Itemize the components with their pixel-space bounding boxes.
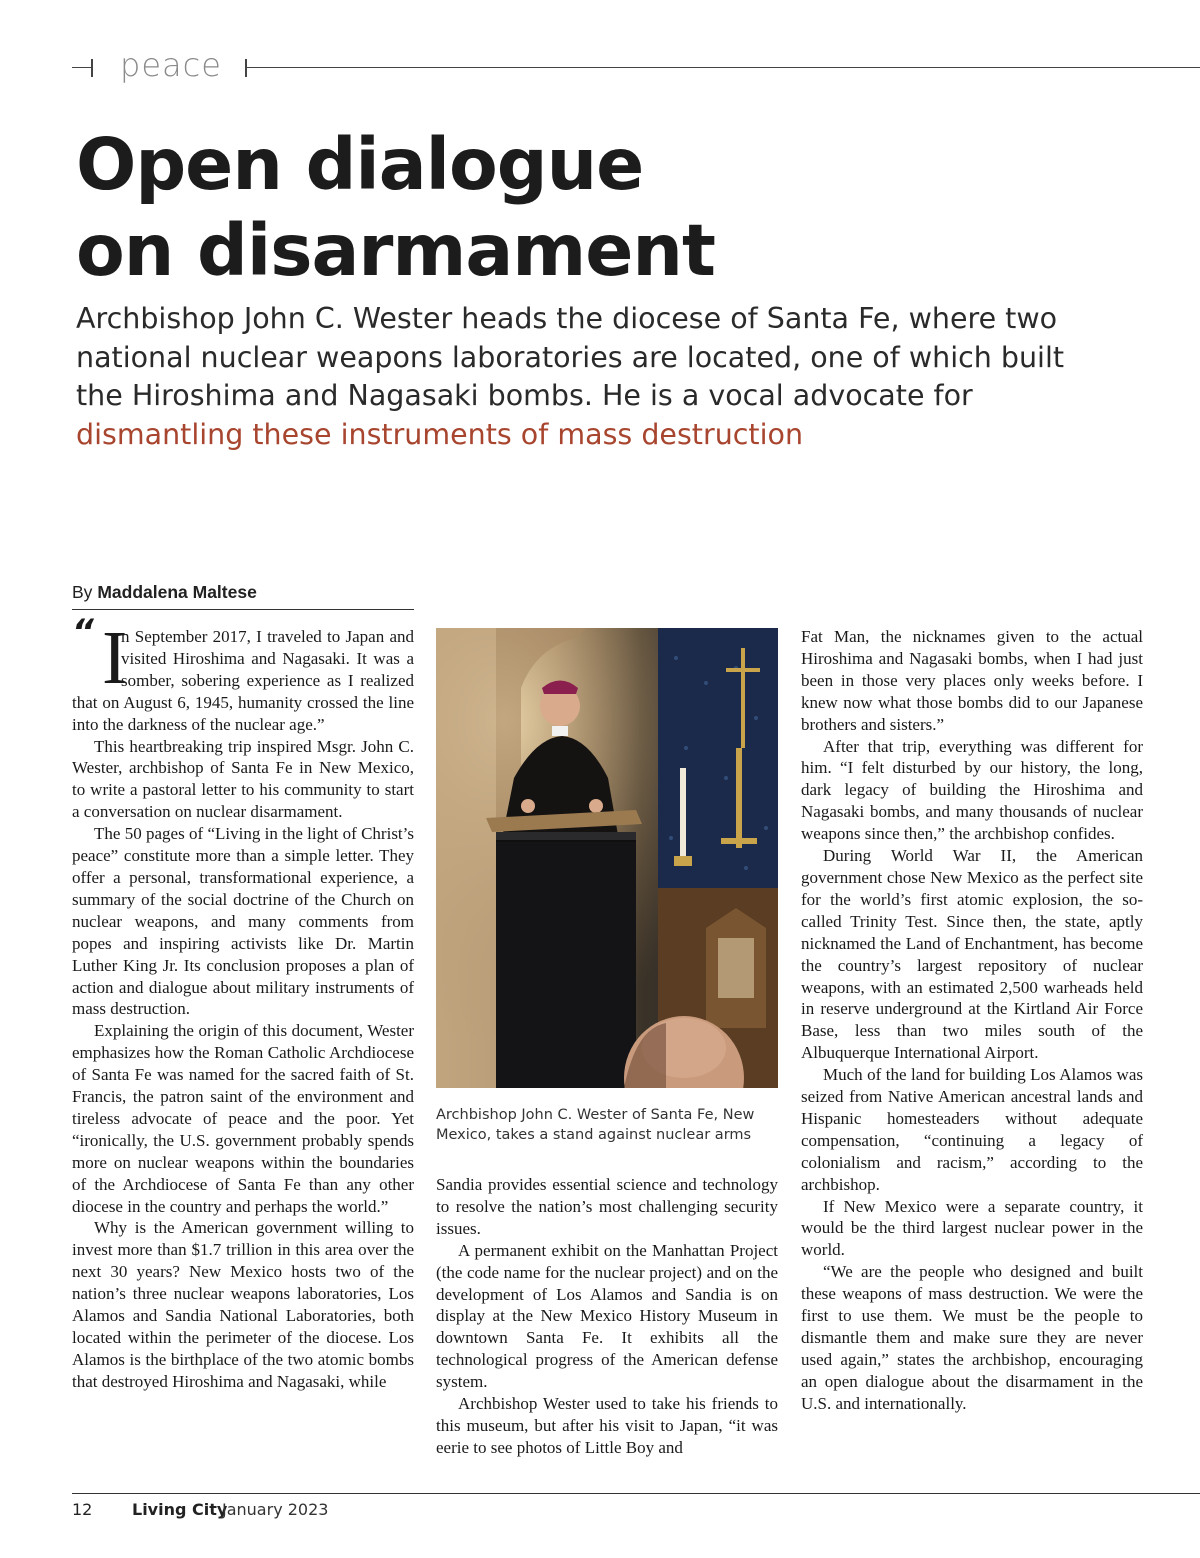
headline-line-2: on disarmament	[76, 209, 715, 292]
deck-highlight: dismantling these instruments of mass destruction	[76, 417, 804, 451]
paragraph: The 50 pages of “Living in the light of Christ’s peace” constitute more than a simple letter. They offer a personal, transformational experience, a summary of the social doctrine of the Church on nuclear weapons, and many comments from popes and inspiring activists like Dr. Martin Luther King Jr. Its conclusion proposes a plan of action and dialogue about military instruments of mass destruction.	[72, 824, 414, 1019]
article-deck	[76, 300, 1076, 454]
section-header	[72, 46, 1200, 90]
paragraph: A permanent exhibit on the Manhattan Project (the code name for the nuclear project) and on the development of Los Alamos and Sandia is on display at the New Mexico History Museum in downtown Santa Fe. It exhibits all the technological progress of the American defense system.	[436, 1240, 778, 1392]
dropcap-block	[72, 612, 128, 700]
byline	[72, 582, 414, 610]
byline-prefix: By	[72, 582, 93, 602]
article-column-3	[801, 626, 1143, 1415]
header-tick-right	[245, 59, 247, 77]
paragraph: Archbishop Wester used to take his friends to this museum, but after his visit to Japan, “it was eerie to see photos of Little Boy and	[436, 1394, 778, 1457]
paragraph: Sandia provides essential science and technology to resolve the nation’s most challenging security issues.	[436, 1175, 778, 1238]
issue-date: January 2023	[222, 1500, 329, 1519]
byline-author: Maddalena Maltese	[97, 582, 257, 602]
section-label: peace	[120, 46, 222, 84]
header-rule-right	[245, 67, 1200, 68]
dropcap: I	[102, 616, 128, 700]
header-tick-left	[91, 59, 93, 77]
paragraph: Why is the American government willing to invest more than $1.7 trillion in this area over the next 30 years? New Mexico hosts two of the nation’s three nuclear weapons laboratories, Los Alamos and Sandia National Laboratories, both located within the perimeter of the diocese. Los Alamos is the birthplace of the two atomic bombs that destroyed Hiroshima and Nagasaki, while	[72, 1218, 414, 1391]
paragraph: n September 2017, I traveled to Japan and visited Hiroshima and Nagasaki. It was a somber, sobering experience as I realized that on August 6, 1945, humanity crossed the line into the darkness of the nuclear age.”	[72, 627, 414, 734]
footer-rule	[72, 1493, 1200, 1494]
paragraph: Much of the land for building Los Alamos was seized from Native American ancestral lands and Hispanic homesteaders without adequate compensation, “continuing a legacy of colonialism and racism,” according to the archbishop.	[801, 1065, 1143, 1194]
magazine-name: Living City	[132, 1500, 228, 1519]
paragraph: After that trip, everything was different for him. “I felt disturbed by our history, the long, dark legacy of building the Hiroshima and Nagasaki bombs, and many thousands of nuclear weapons since then,” the archbishop confides.	[801, 736, 1143, 844]
opening-quote-mark: “	[72, 612, 94, 652]
page-number: 12	[72, 1500, 93, 1519]
page-title	[76, 122, 976, 294]
paragraph: If New Mexico were a separate country, it would be the third largest nuclear power in the world.	[801, 1196, 1143, 1260]
paragraph: “We are the people who designed and built these weapons of mass destruction. We were the first to use them. We must be the people to dismantle them and make sure they are never used again,” states the archbishop, encouraging an open dialogue about the disarmament in the U.S. and internationally.	[801, 1262, 1143, 1413]
headline-line-1: Open dialogue	[76, 123, 644, 206]
paragraph: Explaining the origin of this document, Wester emphasizes how the Roman Catholic Archdiocese of Santa Fe was named for the sacred faith of St. Francis, the patron saint of the environment and tireless advocate of peace and the poor. Yet “ironically, the U.S. government probably spends more on nuclear weapons within the boundaries of the Archdiocese of Santa Fe than any other diocese in the country and perhaps the world.”	[72, 1021, 414, 1216]
paragraph: This heartbreaking trip inspired Msgr. John C. Wester, archbishop of Santa Fe in New Mexico, to write a pastoral letter to his community to start a conversation on nuclear disarmament.	[72, 736, 414, 822]
photo-caption: Archbishop John C. Wester of Santa Fe, New Mexico, takes a stand against nuclear arms	[436, 1107, 755, 1143]
paragraph: Fat Man, the nicknames given to the actual Hiroshima and Nagasaki bombs, when I had just been in those very places only weeks before. I knew now what those bombs did to our Japanese brothers and sisters.”	[801, 627, 1143, 734]
article-column-1	[72, 612, 414, 1393]
header-rule-left	[72, 67, 92, 68]
article-column-2	[436, 1174, 778, 1459]
paragraph: During World War II, the American government chose New Mexico as the perfect site for the world’s first atomic explosion, the so-called Trinity Test. Since then, the state, aptly nicknamed the Land of Enchantment, has become the country’s largest repository of nuclear weapons, with an estimated 2,500 warheads held in reserve underground at the Kirtland Air Force Base, less than two miles south of the Albuquerque International Airport.	[801, 846, 1143, 1063]
article-photo	[436, 628, 778, 1088]
deck-text: Archbishop John C. Wester heads the diocese of Santa Fe, where two national nuclear weapons laboratories are located, one of which built the Hiroshima and Nagasaki bombs. He is a vocal advocate for	[76, 302, 1065, 412]
